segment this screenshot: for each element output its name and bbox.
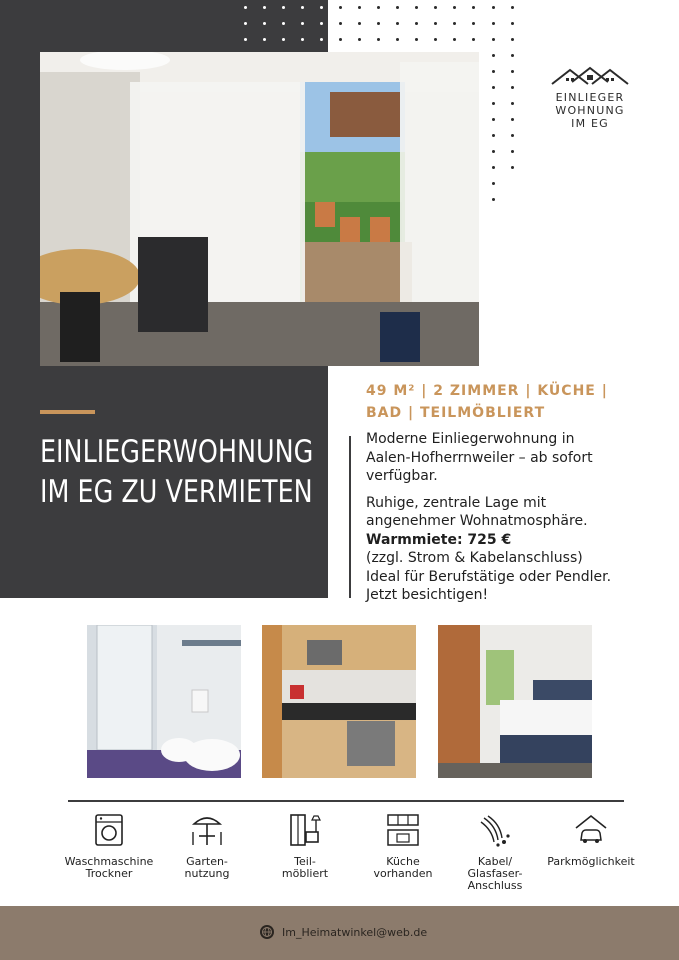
furniture-icon bbox=[288, 812, 322, 848]
amenity-furnished bbox=[250, 812, 360, 880]
desc-p2-line1: Ruhige, zentrale Lage mit bbox=[366, 494, 547, 511]
photo-kitchen bbox=[262, 625, 416, 778]
decorative-dot bbox=[377, 38, 380, 41]
logo-line-1: EINLIEGER bbox=[555, 91, 625, 104]
decorative-dot bbox=[396, 22, 399, 25]
decorative-dot bbox=[453, 22, 456, 25]
logo-line-2: WOHNUNG bbox=[555, 104, 625, 117]
contact-email[interactable]: Im_Heimatwinkel@web.de bbox=[282, 925, 428, 939]
decorative-dot bbox=[472, 38, 475, 41]
decorative-dot bbox=[282, 22, 285, 25]
decorative-dot bbox=[301, 38, 304, 41]
decorative-dot bbox=[511, 118, 514, 121]
decorative-dot bbox=[492, 182, 495, 185]
amenity-label: Parkmöglichkeit bbox=[547, 855, 635, 868]
amenity-label: Waschmaschine Trockner bbox=[64, 855, 154, 880]
description bbox=[366, 430, 666, 605]
decorative-dot bbox=[492, 86, 495, 89]
decorative-dot bbox=[415, 6, 418, 9]
decorative-dot bbox=[492, 166, 495, 169]
logo-line-3: IM EG bbox=[571, 117, 609, 130]
decorative-dot bbox=[263, 22, 266, 25]
decorative-dot bbox=[244, 38, 247, 41]
desc-extra-costs: (zzgl. Strom & Kabelanschluss) bbox=[366, 550, 583, 566]
decorative-dot bbox=[492, 118, 495, 121]
headline bbox=[40, 432, 314, 512]
decorative-dot bbox=[472, 22, 475, 25]
decorative-dot bbox=[492, 198, 495, 201]
decorative-dot bbox=[377, 22, 380, 25]
amenity-label: Küche vorhanden bbox=[373, 855, 433, 880]
garden-umbrella-icon bbox=[190, 812, 224, 848]
decorative-dot bbox=[377, 6, 380, 9]
amenity-washing-machine bbox=[54, 812, 164, 880]
decorative-dot bbox=[434, 6, 437, 9]
decorative-dot bbox=[511, 22, 514, 25]
headline-line-2: IM EG ZU VERMIETEN bbox=[40, 474, 313, 510]
desc-p2-line2: angenehmer Wohnatmosphäre. bbox=[366, 513, 588, 529]
decorative-dot bbox=[472, 6, 475, 9]
desc-target-group: Ideal für Berufstätige oder Pendler. bbox=[366, 568, 612, 585]
decorative-dot bbox=[320, 6, 323, 9]
decorative-dot bbox=[492, 134, 495, 137]
decorative-dot bbox=[511, 70, 514, 73]
decorative-dot bbox=[358, 6, 361, 9]
decorative-dot bbox=[492, 102, 495, 105]
accent-line bbox=[40, 410, 95, 414]
decorative-dot bbox=[358, 22, 361, 25]
amenities-divider bbox=[68, 800, 624, 802]
amenity-garden bbox=[152, 812, 262, 880]
amenity-label: Kabel/ Glasfaser- Anschluss bbox=[467, 855, 523, 892]
amenity-label: Teil- möbliert bbox=[281, 855, 329, 880]
desc-p1-line2: Aalen-Hofherrnweiler – ab sofort bbox=[366, 449, 593, 466]
features-summary bbox=[366, 380, 666, 424]
decorative-dot bbox=[320, 22, 323, 25]
fiber-cable-icon bbox=[478, 812, 512, 848]
decorative-dot bbox=[511, 102, 514, 105]
decorative-dot bbox=[511, 166, 514, 169]
decorative-dot bbox=[263, 38, 266, 41]
decorative-dot bbox=[358, 38, 361, 41]
photo-bedroom bbox=[438, 625, 592, 778]
decorative-dot bbox=[434, 38, 437, 41]
photo-bathroom bbox=[87, 625, 241, 778]
decorative-dot bbox=[492, 150, 495, 153]
amenity-fiber bbox=[440, 812, 550, 892]
globe-icon bbox=[260, 925, 274, 939]
garage-car-icon bbox=[574, 812, 608, 848]
decorative-dot bbox=[511, 54, 514, 57]
kitchen-icon bbox=[386, 812, 420, 848]
decorative-dot bbox=[320, 38, 323, 41]
decorative-dot bbox=[396, 38, 399, 41]
decorative-dot bbox=[415, 38, 418, 41]
headline-line-1: EINLIEGERWOHNUNG bbox=[40, 434, 314, 470]
decorative-dot bbox=[301, 22, 304, 25]
decorative-dot bbox=[511, 150, 514, 153]
decorative-dot bbox=[511, 86, 514, 89]
decorative-dot bbox=[453, 6, 456, 9]
decorative-dot bbox=[511, 38, 514, 41]
decorative-dot bbox=[339, 6, 342, 9]
features-line-1: 49 M² | 2 ZIMMER | KÜCHE | bbox=[366, 383, 608, 399]
decorative-dot bbox=[282, 38, 285, 41]
decorative-dot bbox=[492, 70, 495, 73]
desc-p1-line3: verfügbar. bbox=[366, 468, 438, 484]
decorative-dot bbox=[396, 6, 399, 9]
amenity-label: Garten- nutzung bbox=[184, 855, 230, 880]
decorative-dot bbox=[339, 38, 342, 41]
decorative-dot bbox=[244, 6, 247, 9]
decorative-dot bbox=[434, 22, 437, 25]
decorative-dot bbox=[492, 6, 495, 9]
decorative-dot bbox=[492, 38, 495, 41]
desc-p1-line1: Moderne Einliegerwohnung in bbox=[366, 431, 575, 447]
decorative-dot bbox=[263, 6, 266, 9]
decorative-dot bbox=[244, 22, 247, 25]
decorative-dot bbox=[415, 22, 418, 25]
logo bbox=[540, 66, 640, 130]
desc-rent: Warmmiete: 725 € bbox=[366, 531, 512, 548]
washing-machine-icon bbox=[92, 812, 126, 848]
contact-email-wrap bbox=[260, 925, 427, 939]
decorative-dot bbox=[492, 22, 495, 25]
house-roofs-icon bbox=[550, 66, 630, 86]
decorative-dot bbox=[511, 6, 514, 9]
decorative-dot bbox=[339, 22, 342, 25]
desc-call-to-action: Jetzt besichtigen! bbox=[366, 587, 489, 603]
decorative-dot bbox=[301, 6, 304, 9]
decorative-dot bbox=[453, 38, 456, 41]
decorative-dot bbox=[511, 134, 514, 137]
features-line-2: BAD | TEILMÖBLIERT bbox=[366, 405, 546, 421]
footer-bar bbox=[0, 906, 679, 960]
amenity-parking bbox=[536, 812, 646, 868]
decorative-dot bbox=[282, 6, 285, 9]
main-photo-living-room bbox=[40, 52, 479, 366]
decorative-dot bbox=[492, 54, 495, 57]
vertical-divider bbox=[349, 436, 351, 598]
